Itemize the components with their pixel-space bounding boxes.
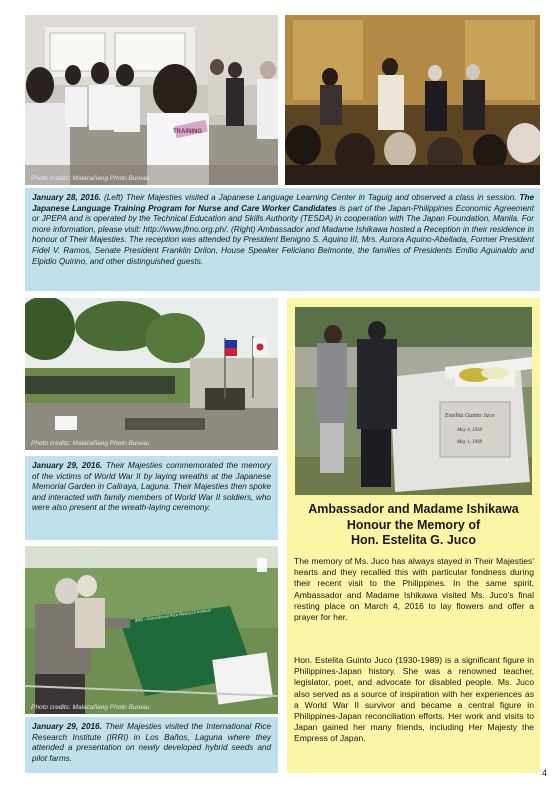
photo-language-center [25, 15, 278, 185]
caption-text: (Left) Their Majesties visited a Japanese Language Learning Center in Taguig and observed a class in session. [101, 193, 520, 202]
tomb-scene [295, 307, 532, 495]
reception-scene [285, 15, 540, 185]
headline-line1: Ambassador and Madame Ishikawa [308, 502, 519, 516]
photo-juco-tomb [295, 307, 532, 495]
headline-line2: Honour the Memory of [346, 517, 481, 532]
program-name: The Japanese Language Training Program for Nurse and Care Worker Candidates [32, 193, 535, 213]
irri-scene [25, 546, 278, 714]
photo-irri [25, 546, 278, 714]
caption-text: Their Majesties visited the International Rice Research Institute (IRRI) in Los Baños, Laguna where they attended a presentation on newly developed hybrid seeds and pilot farms. [32, 722, 271, 763]
article-paragraph-1: The memory of Ms. Juco has always stayed in Their Majesties' hearts and they recalled this with particular fondness during their recent visit to the Philippines. In the same spirit, Ambassador and Madame Ishikawa visited Ms. Juco's final resting place on March 4, 2016 to lay flowers and offer a prayer for her. [294, 556, 534, 623]
caption-jan29-memorial [32, 461, 271, 514]
tomb-birth: May 4, 1930 [457, 428, 483, 433]
article-headline [292, 502, 535, 549]
irri-sign-text: IRRI – International Rice Research Institute [134, 607, 212, 623]
headline-line3: Hon. Estelita G. Juco [350, 533, 477, 547]
photo-reception [285, 15, 540, 185]
photo-memorial-garden [25, 298, 278, 450]
caption-jan29-irri [32, 722, 271, 764]
memorial-scene [25, 298, 278, 450]
page-number: 4 [541, 768, 547, 778]
classroom-scene [25, 15, 278, 185]
caption-text: is part of the Japan-Philippines Economic Agreement or JPEPA and is operated by the Technical Education and Skills Authority (TESDA) in cooperation with The Japan Foundation, Manila. For more information, please visit: http://www.jfmo.org.ph/. (Right) Ambassador and Madame Ishikawa hosted a Reception in their residence in honour of Their Majesties. The reception was attended by President Benigno S. Aquino III, Mrs. Aurora Aquino-Abellada, Former President Fidel V. Ramos, Senate President Franklin Drilon, House Speaker Feliciano Belmonte, the families of Presidents Emilio Aguinaldo and Elpidio Quirino, and other distinguished guests. [32, 203, 535, 266]
tomb-name: Estelita Guinto Juco [445, 413, 495, 419]
photo-credit: Photo credits: Malacañang Photo Bureau [31, 440, 150, 447]
caption-date: January 29, 2016. [32, 461, 103, 470]
caption-date: January 28, 2016. [32, 193, 102, 202]
caption-jan28 [32, 193, 534, 267]
tomb-death: May 1, 1989 [457, 440, 483, 445]
sash-text: TRAINING [173, 129, 202, 135]
caption-text: Their Majesties commemorated the memory of the victims of World War II by laying wreaths at the Japanese Memorial Garden in Caliraya, Laguna. Their Majesties then spoke and interacted with family members of World War II soldiers, who were also present at the wreath-laying ceremony. [32, 461, 272, 513]
photo-credit: Photo credits: Malacañang Photo Bureau [31, 704, 150, 711]
caption-date: January 29, 2016. [32, 722, 102, 731]
article-paragraph-2: Hon. Estelita Guinto Juco (1930-1989) is a significant figure in Philippines-Japan history. She was a renowned teacher, legislator, poet, and advocate for disabled people. Ms. Juco also served as a source of inspiration with her experiences as a World War II survivor and became a central figure in Philippines-Japan reconciliation efforts. Her work and visits to Japan gained her many friends, including Her Majesty the Empress of Japan. [294, 655, 534, 744]
photo-credit: Photo credits: Malacañang Photo Bureau [31, 175, 150, 182]
